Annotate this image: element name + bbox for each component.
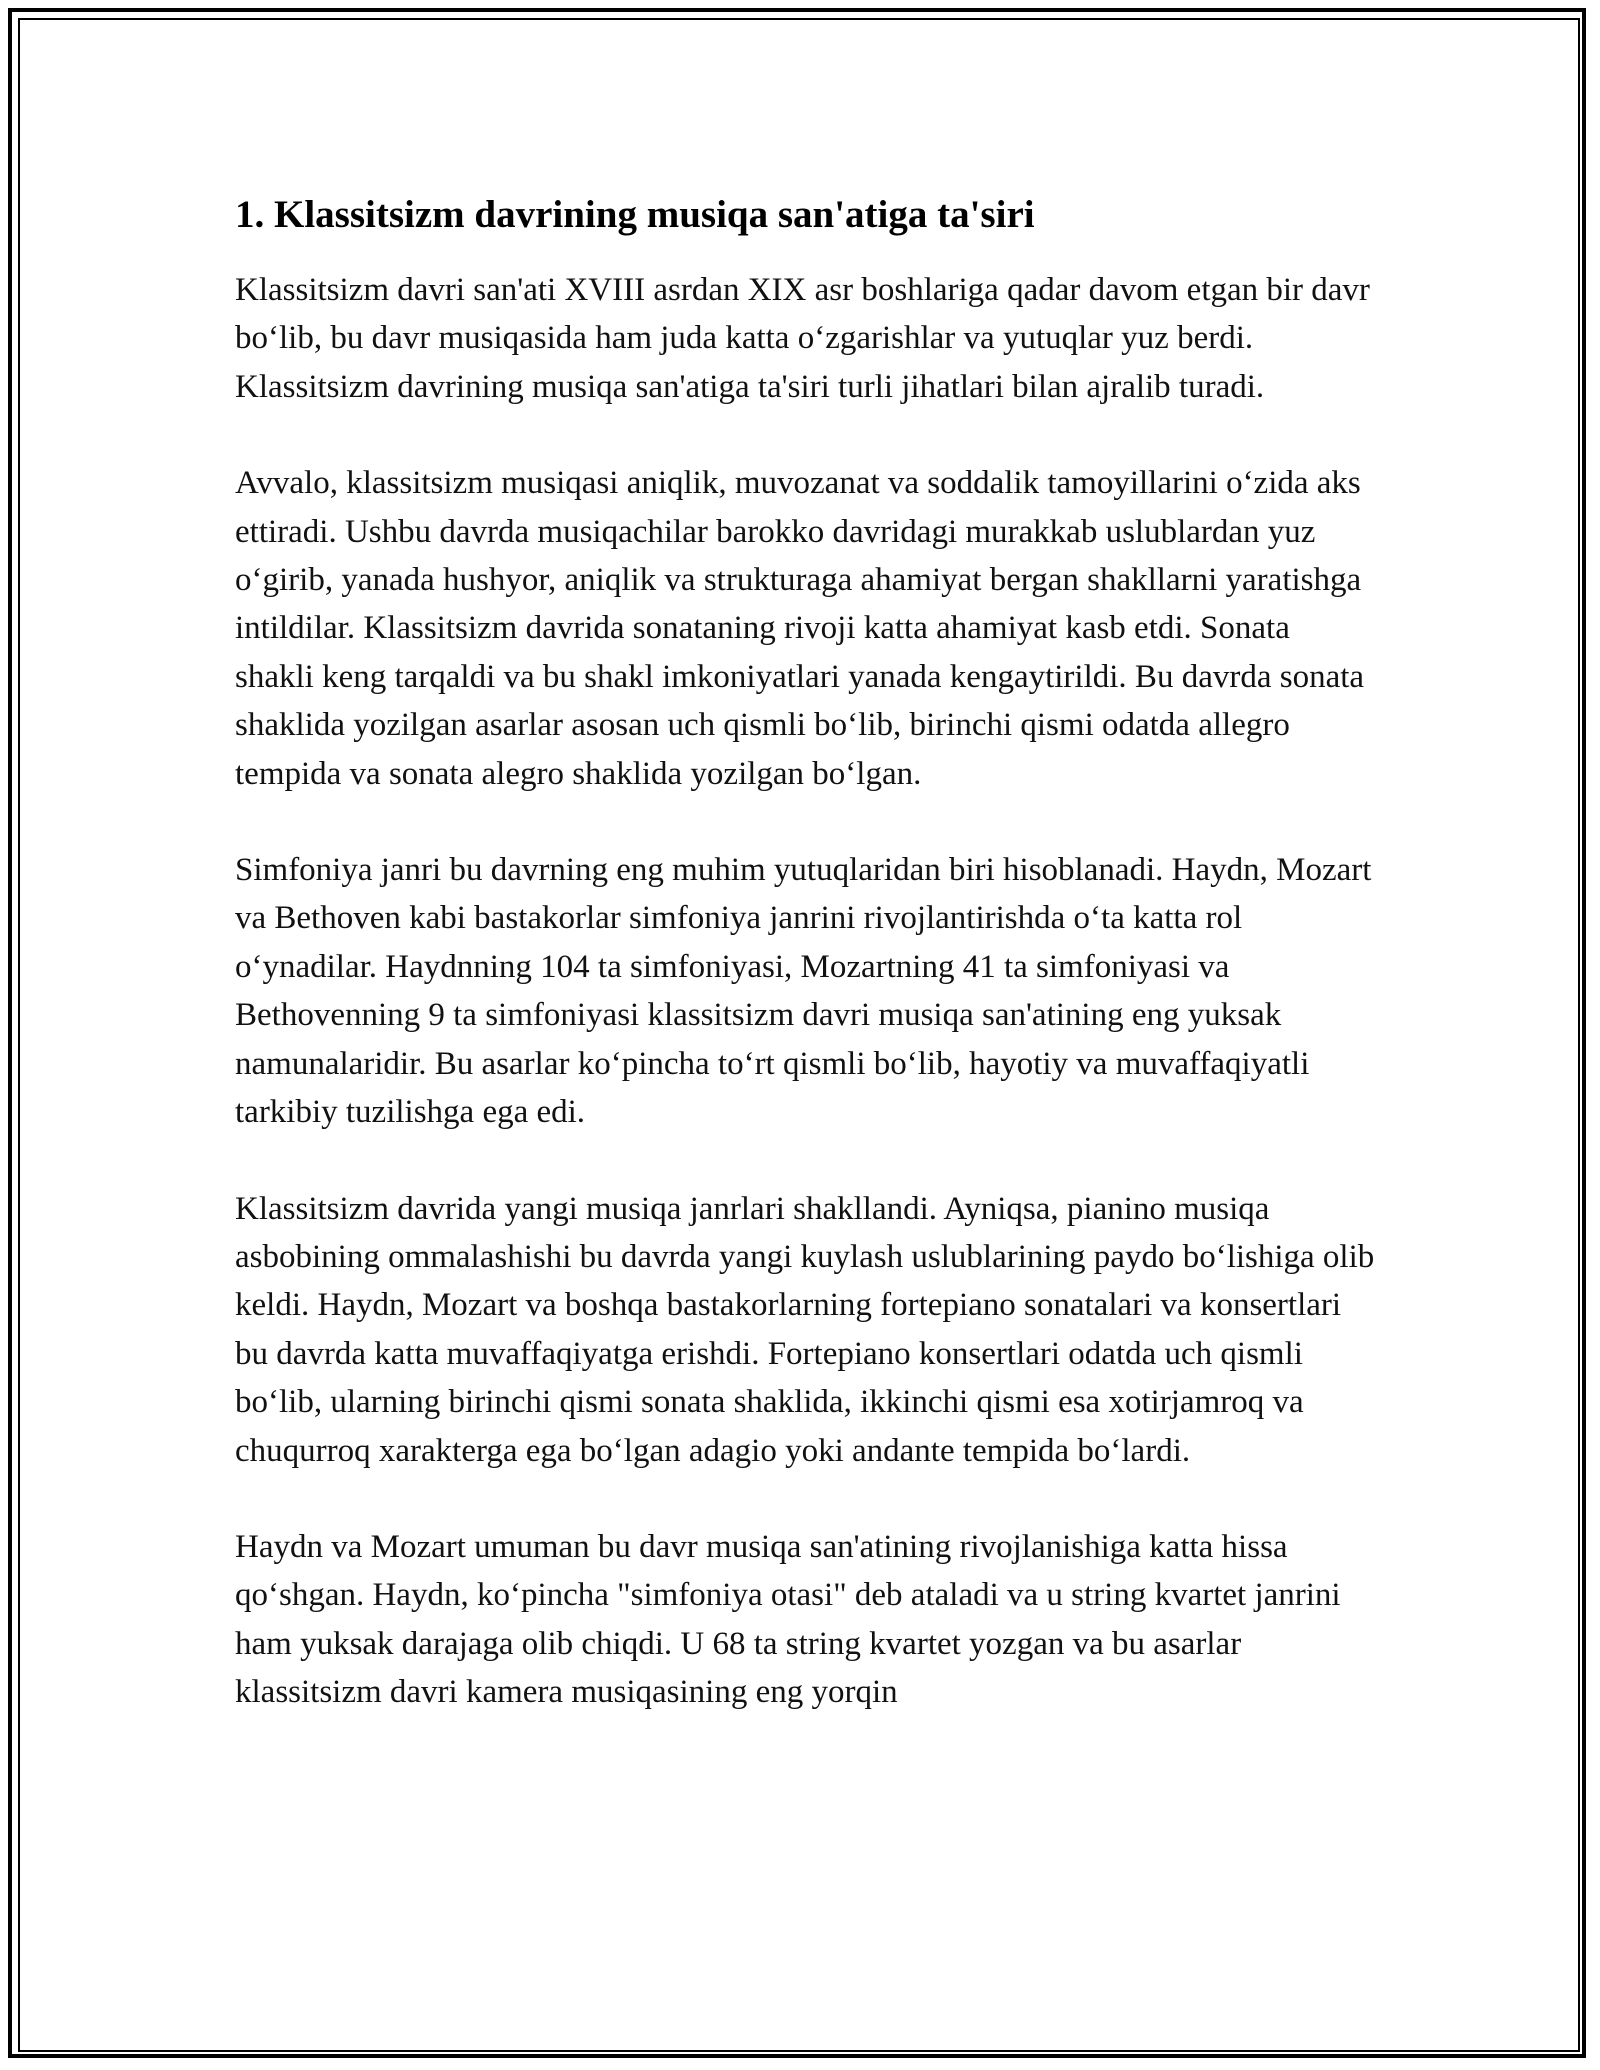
paragraph-3: Simfoniya janri bu davrning eng muhim yutuqlaridan biri hisoblanadi. Haydn, Mozart va Bethoven kabi bastakorlar simfoniya janrini rivojlantirishda o‘ta katta rol o‘ynadilar. Haydnning 104 ta simfoniyasi, Mozartning 41 ta simfoniyasi va Bethovenning 9 ta simfoniyasi klassitsizm davri musiqa san'atining eng yuksak namunalaridir. Bu asarlar ko‘pincha to‘rt qismli bo‘lib, hayotiy va muvaffaqiyatli tarkibiy tuzilishga ega edi. xyxy=(235,852,1372,1131)
document-body xyxy=(235,186,1375,1717)
paragraph-2: Avvalo, klassitsizm musiqasi aniqlik, muvozanat va soddalik tamoyillarini o‘zida aks ettiradi. Ushbu davrda musiqachilar barokko davridagi murakkab uslublardan yuz o‘girib, yanada hushyor, aniqlik va strukturaga ahamiyat bergan shakllarni yaratishga intildilar. Klassitsizm davrida sonataning rivoji katta ahamiyat kasb etdi. Sonata shakli keng tarqaldi va bu shakl imkoniyatlari yanada kengaytirildi. Bu davrda sonata shaklida yozilgan asarlar asosan uch qismli bo‘lib, birinchi qismi odatda allegro tempida va sonata alegro shaklida yozilgan bo‘lgan. xyxy=(235,465,1365,792)
paragraph-4: Klassitsizm davrida yangi musiqa janrlari shakllandi. Ayniqsa, pianino musiqa asbobining ommalashishi bu davrda yangi kuylash uslublarining paydo bo‘lishiga olib keldi. Haydn, Mozart va boshqa bastakorlarning fortepiano sonatalari va konsertlari bu davrda katta muvaffaqiyatga erishdi. Fortepiano konsertlari odatda uch qismli bo‘lib, ularning birinchi qismi sonata shaklida, ikkinchi qismi esa xotirjamroq va chuqurroq xarakterga ega bo‘lgan adagio yoki andante tempida bo‘lardi. xyxy=(235,1190,1375,1469)
paragraph-5: Haydn va Mozart umuman bu davr musiqa san'atining rivojlanishiga katta hissa qo‘shgan. Haydn, ko‘pincha "simfoniya otasi" deb ataladi va u string kvartet janrini ham yuksak darajaga olib chiqdi. U 68 ta string kvartet yozgan va bu asarlar klassitsizm davri kamera musiqasining eng yorqin xyxy=(235,1528,1341,1711)
section-heading: 1. Klassitsizm davrining musiqa san'atiga ta'siri xyxy=(235,193,1035,236)
paragraph-1: Klassitsizm davri san'ati XVIII asrdan XIX asr boshlariga qadar davom etgan bir davr bo‘lib, bu davr musiqasida ham juda katta o‘zgarishlar va yutuqlar yuz berdi. Klassitsizm davrining musiqa san'atiga ta'siri turli jihatlari bilan ajralib turadi. xyxy=(235,272,1370,405)
